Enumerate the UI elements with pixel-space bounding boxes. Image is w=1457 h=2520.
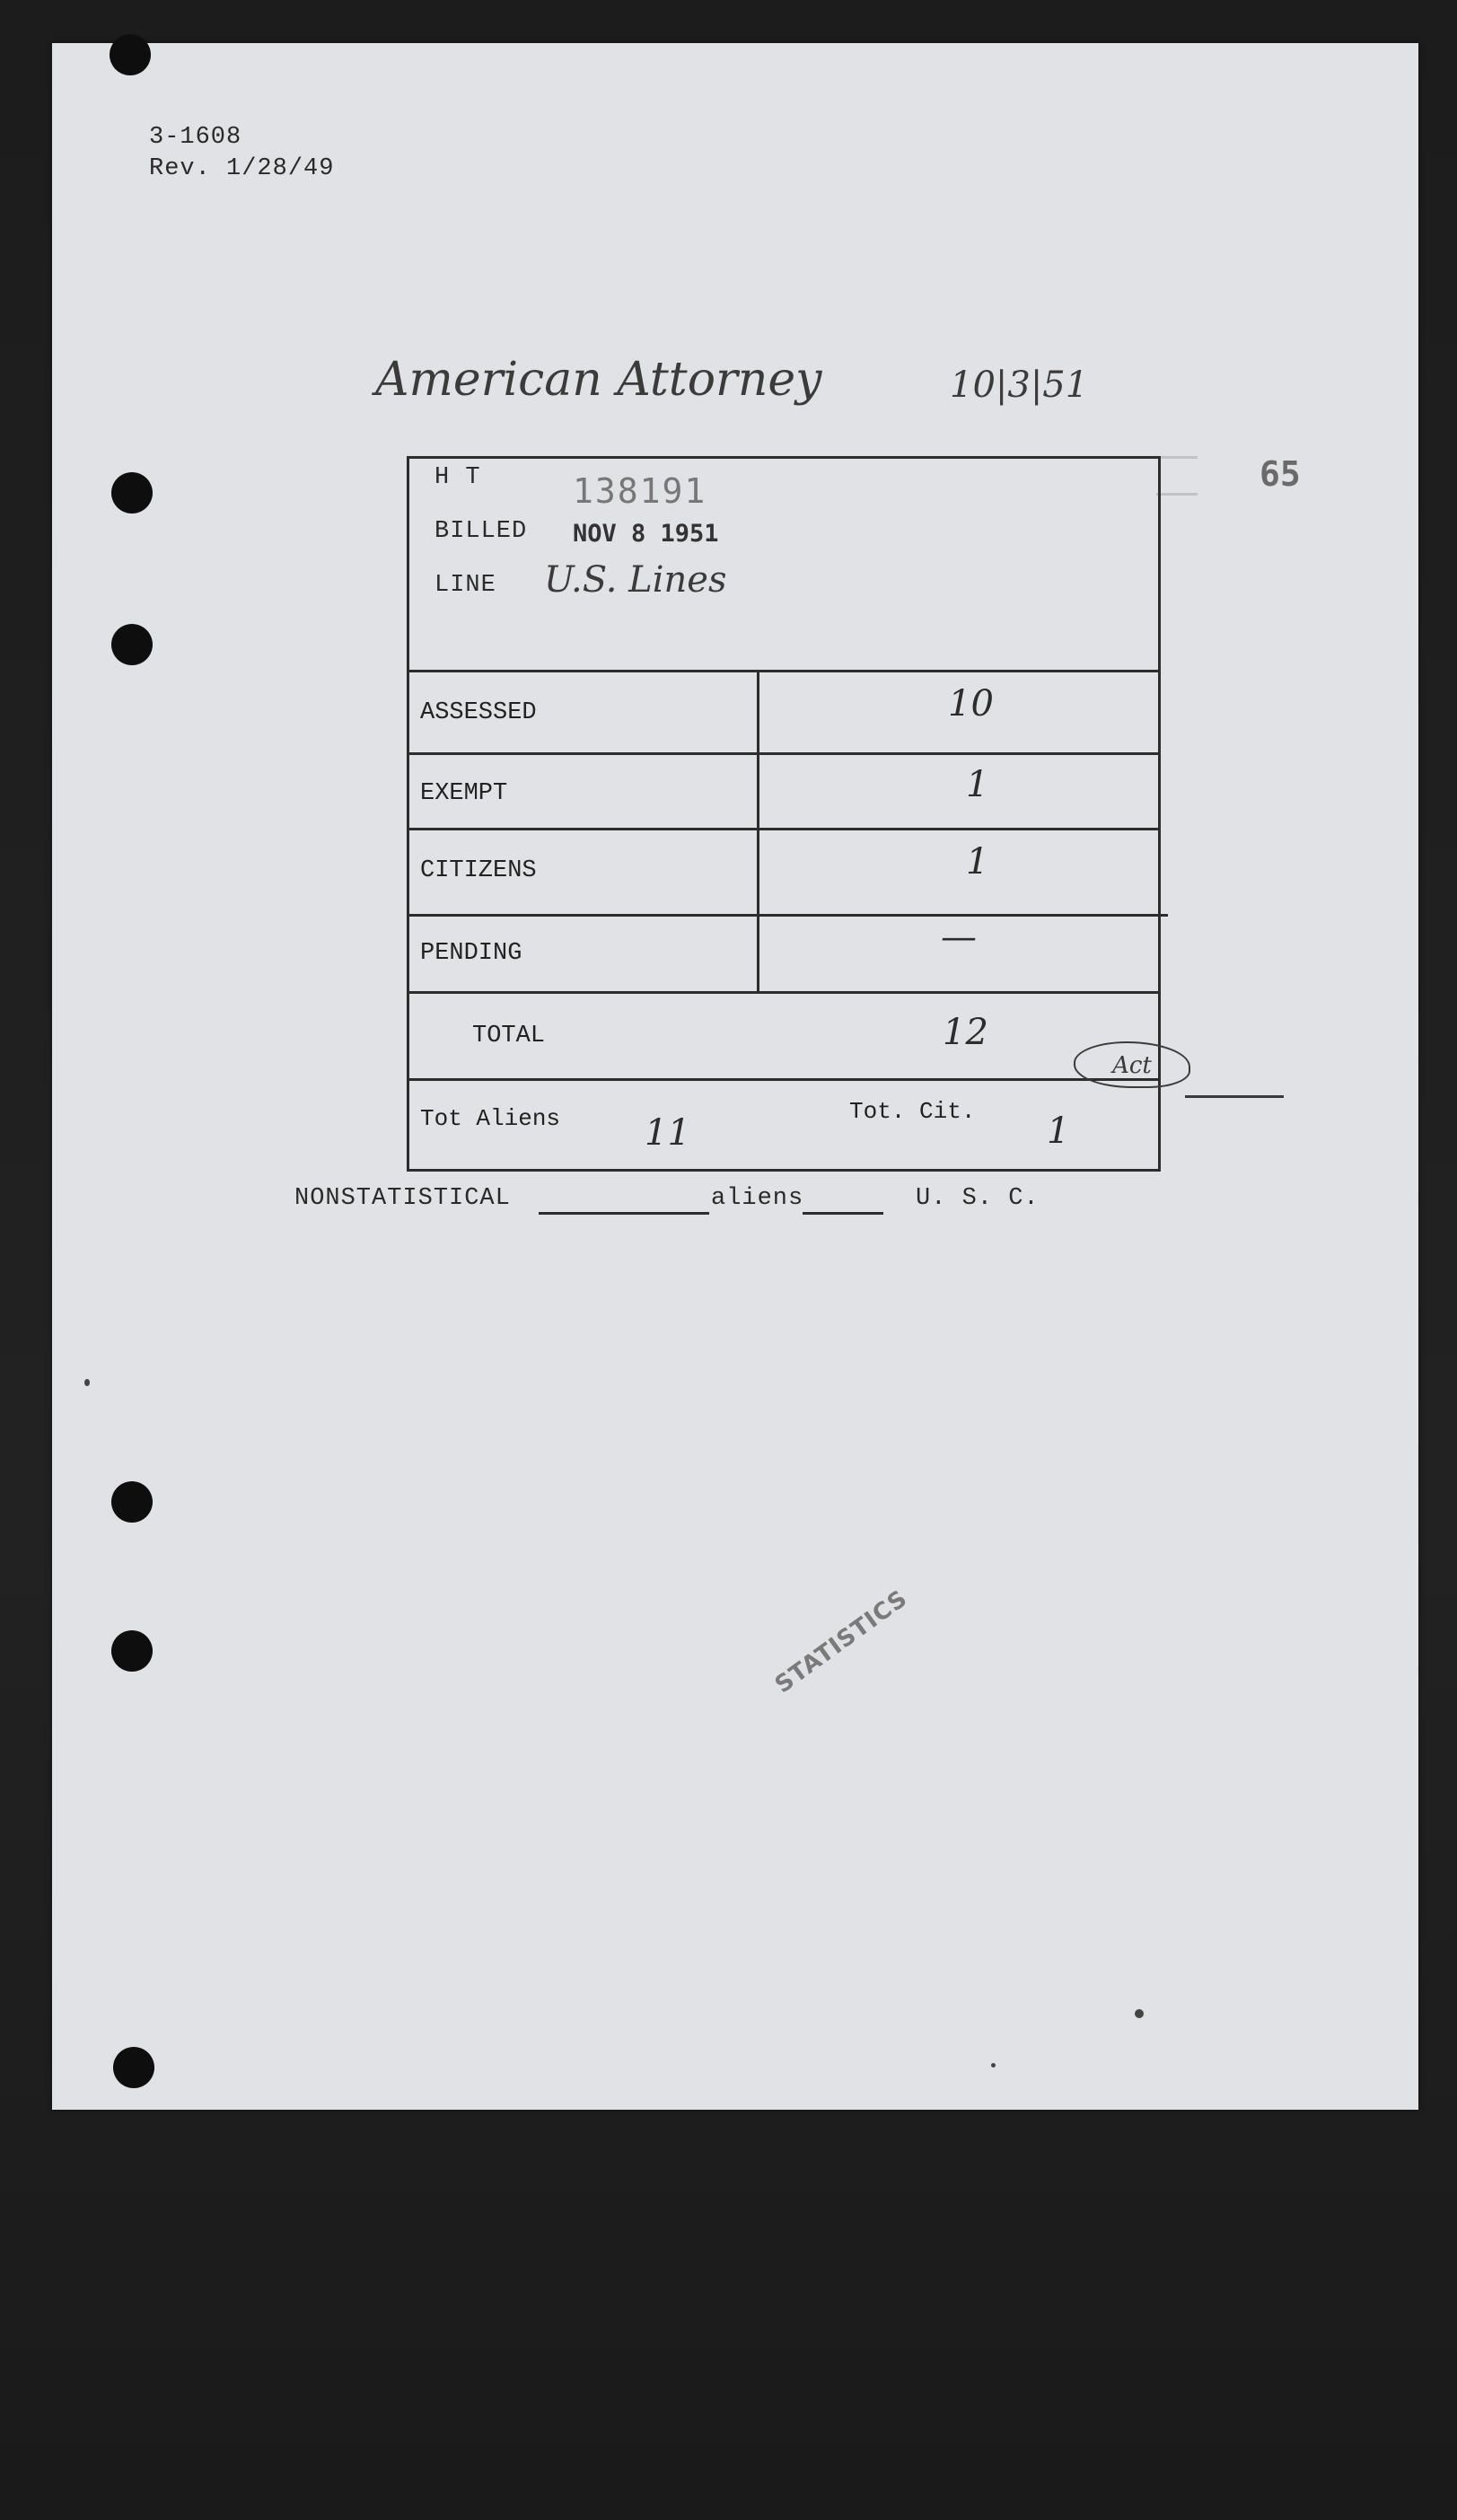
tot-aliens-value: 11 (645, 1112, 690, 1154)
punch-hole (111, 624, 153, 665)
divider (409, 1078, 1158, 1081)
initials-signature: Act (1074, 1041, 1190, 1088)
billed-label: BILLED (434, 518, 528, 545)
nonstatistical-label: NONSTATISTICAL (294, 1185, 511, 1212)
divider (409, 828, 1158, 830)
handwritten-date: 10|3|51 (950, 364, 1089, 406)
column-divider (757, 670, 759, 991)
row-value-pending: — (941, 917, 977, 958)
tot-cit-label: Tot. Cit. (849, 1098, 976, 1125)
row-label-exempt: EXEMPT (420, 780, 508, 807)
aliens-blank (803, 1212, 883, 1215)
faint-mark (1156, 456, 1198, 496)
row-label-assessed: ASSESSED (420, 699, 537, 726)
scan-speck (84, 1379, 90, 1386)
statistics-form (407, 456, 1161, 1172)
handwritten-header: American Attorney (375, 353, 822, 407)
divider (409, 670, 1158, 672)
ht-number: 138191 (573, 471, 707, 511)
line-label: LINE (434, 572, 496, 599)
row-label-pending: PENDING (420, 940, 522, 967)
document-page (52, 43, 1418, 2110)
row-value-exempt: 1 (966, 764, 989, 805)
punch-hole (113, 2047, 154, 2088)
ht-label: H T (434, 464, 481, 491)
tot-cit-value: 1 (1047, 1111, 1070, 1152)
row-value-citizens: 1 (966, 841, 989, 882)
divider (409, 991, 1158, 994)
form-revision: Rev. 1/28/49 (149, 155, 335, 182)
punch-hole (111, 1630, 153, 1672)
scan-speck (991, 2063, 996, 2068)
total-label: TOTAL (472, 1023, 546, 1049)
punch-hole (111, 1481, 153, 1523)
row-label-citizens: CITIZENS (420, 857, 537, 884)
punch-hole (111, 472, 153, 514)
page-number: 65 (1260, 454, 1301, 494)
statistics-stamp: STATISTICS (770, 1585, 913, 1699)
billed-date: NOV 8 1951 (573, 520, 719, 548)
row-value-assessed: 10 (948, 683, 994, 724)
usc-label: U. S. C. (916, 1185, 1040, 1212)
divider (409, 752, 1158, 755)
total-value: 12 (943, 1012, 988, 1053)
scan-speck (1135, 2009, 1144, 2018)
signature-stroke (1185, 1095, 1284, 1098)
form-number: 3-1608 (149, 124, 242, 151)
punch-hole (110, 34, 151, 75)
tot-aliens-label: Tot Aliens (420, 1105, 561, 1132)
aliens-label: aliens (711, 1185, 804, 1212)
nonstatistical-blank (539, 1212, 709, 1215)
line-value: U.S. Lines (544, 559, 727, 601)
divider (409, 914, 1168, 917)
